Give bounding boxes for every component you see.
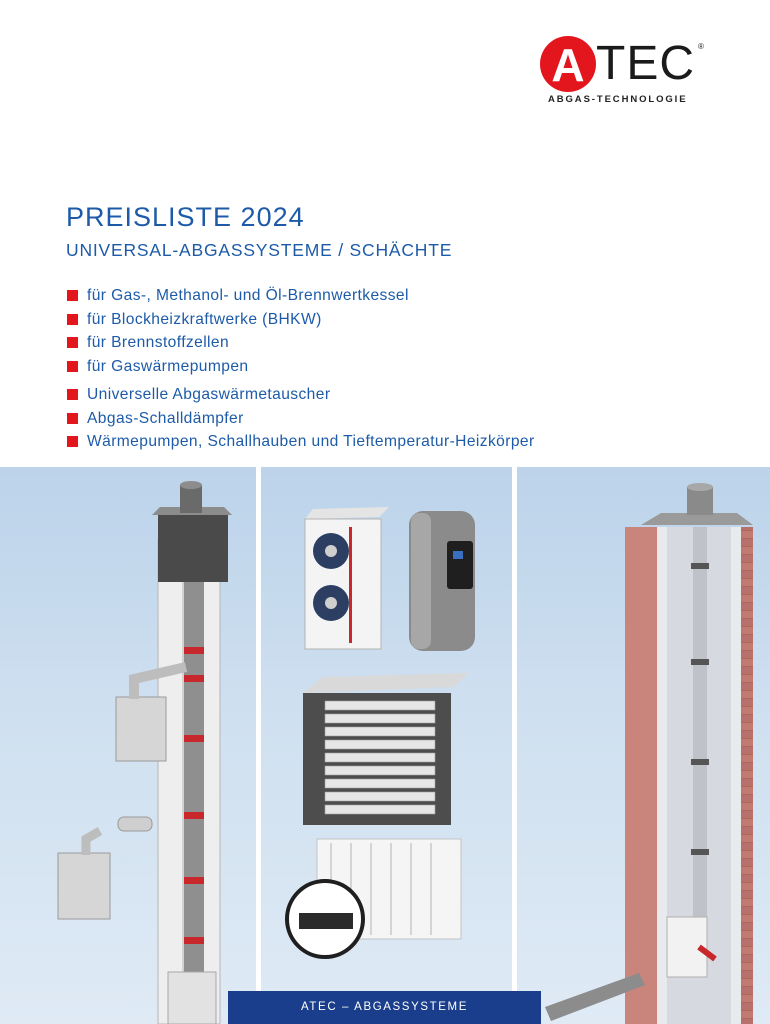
bullet-square-icon: [67, 389, 78, 400]
bullet-square-icon: [67, 314, 78, 325]
page-subtitle: UNIVERSAL-ABGASSYSTEME / SCHÄCHTE: [66, 240, 453, 260]
list-item-text: für Brennstoffzellen: [87, 334, 230, 351]
chimney-system-image: [0, 467, 256, 1024]
list-item-text: für Gaswärmepumpen: [87, 357, 249, 375]
bullet-square-icon: [67, 436, 78, 447]
brick-chimney-image: [517, 467, 770, 1024]
list-item: [66, 331, 409, 355]
list-item-text: Wärmepumpen, Schallhauben und Tieftemperatur-Heizkörper: [87, 433, 535, 450]
registered-mark: ®: [698, 42, 704, 51]
atec-logo: [540, 36, 710, 108]
feature-list-2: [66, 383, 535, 454]
list-item-text: für Blockheizkraftwerke (BHKW): [87, 310, 322, 328]
list-item-text: Abgas-Schalldämpfer: [87, 409, 244, 427]
list-item: [66, 383, 535, 407]
bullet-square-icon: [67, 413, 78, 424]
list-item: [66, 407, 535, 431]
feature-list-1: [66, 284, 409, 378]
heat-pump-products-image: [261, 467, 512, 1024]
bullet-square-icon: [67, 337, 78, 348]
bullet-square-icon: [67, 361, 78, 372]
page-title: PREISLISTE 2024: [66, 202, 305, 232]
list-item: [66, 308, 409, 332]
logo-wordmark: TEC: [596, 37, 695, 90]
footer-text: ATEC – ABGASSYSTEME: [301, 1001, 468, 1013]
logo-letter: A: [551, 39, 585, 91]
list-item: [66, 355, 409, 379]
list-item: [66, 284, 409, 308]
list-item-text: Universelle Abgaswärmetauscher: [87, 386, 331, 403]
list-item-text: für Gas-, Methanol- und Öl-Brennwertkessel: [87, 287, 409, 304]
list-item: [66, 430, 535, 454]
bullet-square-icon: [67, 290, 78, 301]
footer-band: [228, 991, 541, 1024]
logo-tagline: ABGAS-TECHNOLOGIE: [548, 94, 688, 105]
